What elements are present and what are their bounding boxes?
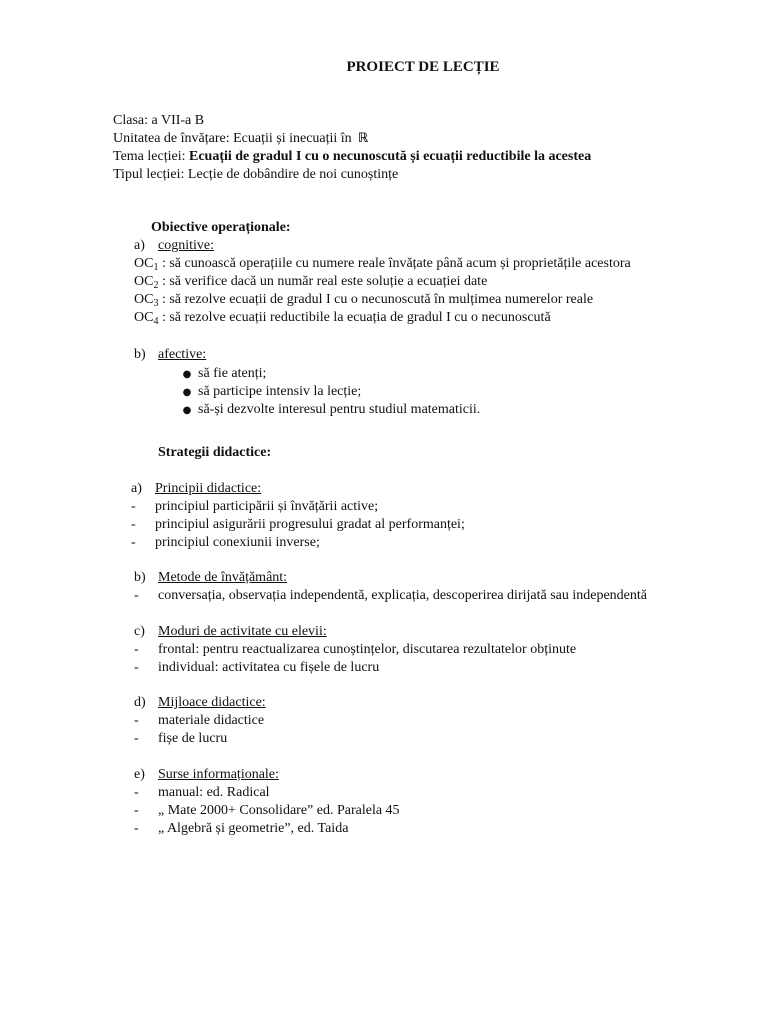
list-item: - manual: ed. Radical xyxy=(134,785,270,800)
list-item: - individual: activitatea cu fișele de lucru xyxy=(134,660,380,675)
metode-list xyxy=(134,587,647,605)
list-item: - principiul participării și învățării active; xyxy=(131,499,379,514)
list-item: $OC_1$ : să cunoască operațiile cu numere reale învățate până acum și proprietățile acestora xyxy=(134,256,631,273)
list-item: - principiul conexiunii inverse; xyxy=(131,535,320,550)
tema-value: Ecuații de gradul I cu o necunoscută și ecuații reductibile la acestea xyxy=(188,149,592,164)
bullet-icon: ● xyxy=(182,369,192,380)
list-item: - conversația, observația independentă, explicația, descoperirea dirijată sau independentă xyxy=(134,588,648,603)
principii-subheading: a) Principii didactice: xyxy=(131,481,262,496)
list-item: ● să-și dezvolte interesul pentru studiul matematicii. xyxy=(176,401,480,419)
meta-unitatea: Unitatea de învățare: Ecuații și inecuații în ℝ xyxy=(113,131,369,146)
lesson-meta xyxy=(113,112,591,184)
bullet-icon: ● xyxy=(182,387,192,398)
afective-subheading: b) afective: xyxy=(134,347,207,362)
list-item: - materiale didactice xyxy=(134,713,265,728)
moduri-list xyxy=(134,641,576,677)
surse-subheading: e) Surse informaționale: xyxy=(134,767,279,782)
list-item: ● să fie atenți; xyxy=(176,365,480,383)
meta-tema: Tema lecției: Ecuații de gradul I cu o necunoscută și ecuații reductibile la acestea xyxy=(113,149,592,164)
strategii-heading: Strategii didactice: xyxy=(158,445,272,460)
meta-tipul: Tipul lecției: Lecție de dobândire de noi cunoștințe xyxy=(113,167,399,182)
mijloace-list xyxy=(134,712,264,748)
moduri-subheading: c) Moduri de activitate cu elevii: xyxy=(134,624,327,639)
list-item: - frontal: pentru reactualizarea cunoștințelor, discutarea rezultatelor obținute xyxy=(134,642,577,657)
real-numbers-symbol: ℝ xyxy=(357,131,369,146)
mijloace-subheading: d) Mijloace didactice: xyxy=(134,695,266,710)
list-item: - fișe de lucru xyxy=(134,731,228,746)
obiective-heading: Obiective operaționale: xyxy=(151,220,291,235)
list-item: $OC_4$ : să rezolve ecuații reductibile la ecuația de gradul I cu o necunoscută xyxy=(134,310,551,327)
principii-list xyxy=(131,498,465,552)
afective-list xyxy=(176,365,480,419)
list-item: - „ Mate 2000+ Consolidare” ed. Paralela 45 xyxy=(134,803,400,818)
meta-clasa: Clasa: a VII-a B xyxy=(113,113,205,128)
surse-list xyxy=(134,784,400,838)
list-item: - „ Algebră și geometrie”, ed. Taida xyxy=(134,821,349,836)
list-item: $OC_2$ : să verifice dacă un număr real este soluție a ecuației date xyxy=(134,274,488,291)
document-title: PROIECT DE LECȚIE xyxy=(346,59,500,75)
list-item: ● să participe intensiv la lecție; xyxy=(176,383,480,401)
list-item: $OC_3$ : să rezolve ecuații de gradul I cu o necunoscută în mulțimea numerelor reale xyxy=(134,292,594,309)
list-item: - principiul asigurării progresului gradat al performanței; xyxy=(131,517,465,532)
metode-subheading: b) Metode de învățământ: xyxy=(134,570,288,585)
bullet-icon: ● xyxy=(182,405,192,416)
cognitive-subheading: a) cognitive: xyxy=(134,238,214,253)
oc-list xyxy=(134,255,631,327)
